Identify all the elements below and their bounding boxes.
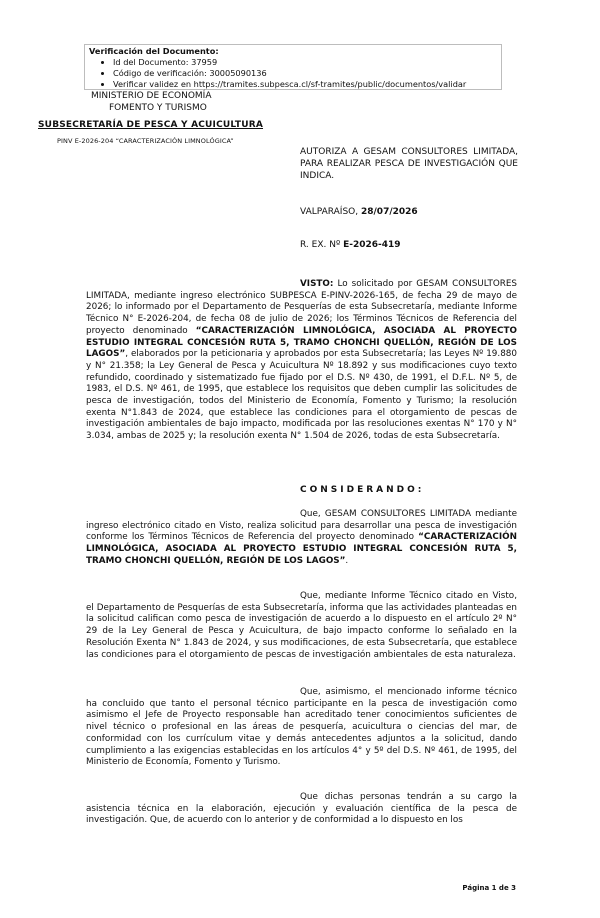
ministry-line-2: FOMENTO Y TURISMO <box>109 103 207 113</box>
date: 28/07/2026 <box>361 207 418 217</box>
considerando-heading: CONSIDERANDO: <box>300 485 425 495</box>
resolution-prefix: R. EX. Nº <box>300 240 341 250</box>
c1-project: “CARACTERIZACIÓN LIMNOLÓGICA, ASOCIADA AL PROYECTO ESTUDIO INTEGRAL CONCESIÓN RUTA 5, TRAMO CHONCHI QUELLÓN, REGIÓN DE LOS LAGOS” <box>86 532 517 566</box>
resolution-subject: AUTORIZA A GESAM CONSULTORES LIMITADA, PARA REALIZAR PESCA DE INVESTIGACIÓN QUE INDICA. <box>300 147 518 181</box>
resolution-id: E-2026-419 <box>343 240 401 250</box>
subsecretaria-heading: SUBSECRETARÍA DE PESCA Y ACUICULTURA <box>38 120 264 130</box>
page-number: Página 1 de 3 <box>462 884 516 892</box>
pinv-reference: PINV E-2026-204 “CARACTERIZACIÓN LIMNOLÓGICA” <box>57 137 234 145</box>
ministry-line-1: MINISTERIO DE ECONOMÍA <box>91 91 212 101</box>
verification-url[interactable]: • Verificar validez en https://tramites.subpesca.cl/sf-tramites/public/documentos/validar <box>113 79 497 90</box>
verification-title: Verificación del Documento: <box>89 46 219 56</box>
resolution-number <box>300 240 401 250</box>
c1-text-1: Que, GESAM CONSULTORES LIMITADA mediante ingreso electrónico citado en Visto, realiza solicitud para desarrollar una pesca de investigación conforme los Términos Técnicos de Referencia del proyecto denominado <box>86 509 517 543</box>
considerando-4: Que dichas personas tendrán a su cargo la asistencia técnica en la elaboración, ejecución y evaluación científica de la pesca de investigación. Que, de acuerdo con lo anterior y de conformidad a lo dispuesto en los <box>86 792 517 826</box>
visto-text-2: , elaborados por la peticionaria y aprobados por esta Subsecretaría; las Leyes Nº 19.880 y N° 21.358; la Ley General de Pesca y Acuicultura Nº 18.892 y sus modificaciones cuyo texto refundido, coordinado y sistematizado fue fijado por el D.S. Nº 430, de 1991, el D.F.L. Nº 5, de 1983, el D.S. Nº 461, de 1995, que establece los requisitos que deben cumplir las solicitudes de pesca de investigación, todos del Ministerio de Economía, Fomento y Turismo; la resolución exenta N°1.843 de 2024, que establece las condiciones para el otorgamiento de pescas de investigación ambientales de bajo impacto, modificada por las resoluciones exentas N° 170 y N° 3.034, ambas de 2025 y; la resolución exenta N° 1.504 de 2026, todas de esta Subsecretaría. <box>86 349 517 442</box>
visto-label: VISTO: <box>300 279 334 289</box>
considerando-2: Que, mediante Informe Técnico citado en Visto, el Departamento de Pesquerías de esta Subsecretaría, informa que las actividades planteadas en la solicitud califican como pesca de investigación de acuerdo a lo dispuesto en el artículo 2º N° 29 de la Ley General de Pesca y Acuicultura, de bajo impacto conforme lo señalado en la Resolución Exenta N° 1.843 de 2024, y sus modificaciones, de esta Subsecretaría, que establece las condiciones para el otorgamiento de pescas de investigación ambientales de esta naturaleza. <box>86 591 517 660</box>
c1-text-2: . <box>345 555 349 566</box>
considerando-3: Que, asimismo, el mencionado informe técnico ha concluido que tanto el personal técnico participante en la pesca de investigación como asimismo el Jefe de Proyecto responsable han acreditado tener conocimientos suficientes de nivel técnico o profesional en las áreas de pesquería, acuicultura o ciencias del mar, de conformidad con los currículum vitae y demás antecedentes adjuntos a la solicitud, dando cumplimiento a las exigencias establecidas en los artículos 4° y 5º del D.S. Nº 461, de 1995, del Ministerio de Economía, Fomento y Turismo. <box>86 687 517 768</box>
verification-id: • Id del Documento: 37959 <box>113 57 497 68</box>
verification-box <box>84 44 502 90</box>
ministry-header <box>91 90 211 114</box>
verification-code: • Código de verificación: 30005090136 <box>113 68 497 79</box>
place: VALPARAÍSO, <box>300 207 359 217</box>
visto-text-1: Lo solicitado por GESAM CONSULTORES LIMITADA, mediante ingreso electrónico SUBPESCA E-PINV-2026-165, de fecha 29 de mayo de 2026; lo informado por el Departamento de Pesquerías de esta Subsecretaría, mediante Informe Técnico N° E-2026-204, de fecha 08 de julio de 2026; los Términos Técnicos de Referencia del proyecto denominado <box>86 279 517 336</box>
visto-paragraph <box>86 279 517 443</box>
visto-project: “CARACTERIZACIÓN LIMNOLÓGICA, ASOCIADA AL PROYECTO ESTUDIO INTEGRAL CONCESIÓN RUTA 5, TRAMO CHONCHI QUELLÓN, REGIÓN DE LOS LAGOS” <box>86 325 517 360</box>
considerando-1 <box>86 509 517 568</box>
place-date <box>300 207 418 217</box>
verification-list <box>89 57 497 90</box>
